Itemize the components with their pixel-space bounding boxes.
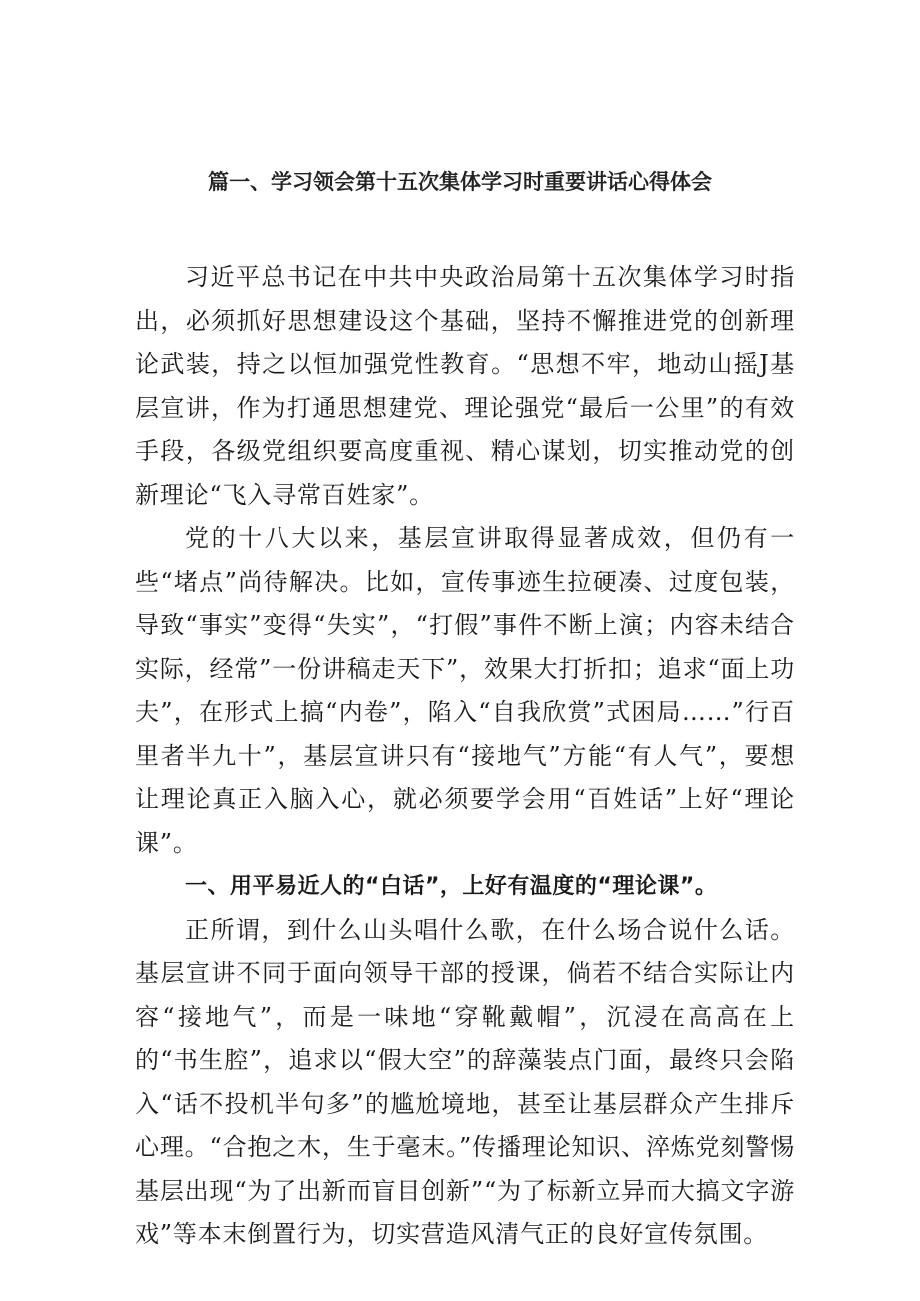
section-1-paragraph: 正所谓，到什么山头唱什么歌，在什么场合说什么话。基层宣讲不同于面向领导干部的授课，倘若不结合实际让内容“接地气”，而是一味地“穿靴戴帽”，沉浸在高高在上的“书生腔”，追求以“假大空”的辞藻装点门面，最终只会陷入“话不投机半句多”的尴尬境地，甚至让基层群众产生排斥心理。“合抱之木，生于毫末。”传播理论知识、淬炼党刻警惕基层出现“为了出新而盲目创新”“为了标新立异而大搞文字游戏”等本末倒置行为，切实营造风清气正的良好宣传氛围。 bbox=[135, 915, 795, 1248]
section-heading-1: 一、用平易近人的“白话”，上好有温度的“理论课”。 bbox=[185, 874, 718, 899]
paragraph-1: 习近平总书记在中共中央政治局第十五次集体学习时指出，必须抓好思想建设这个基础，坚持不懈推进党的创新理论武装，持之以恒加强党性教育。“思想不牢，地动山摇J基层宣讲，作为打通思想建党、理论强党“最后一公里”的有效手段，各级党组织要高度重视、精心谋划，切实推动党的创新理论“飞入寻常百姓家”。 bbox=[135, 263, 795, 509]
document-title: 篇一、学习领会第十五次集体学习时重要讲话心得体会 bbox=[208, 170, 712, 194]
paragraph-2: 党的十八大以来，基层宣讲取得显著成效，但仍有一些“堵点”尚待解决。比如，宣传事迹生拉硬凑、过度包装，导致“事实”变得“失实”，“打假”事件不断上演；内容未结合实际，经常”一份讲稿走天下”，效果大打折扣；追求“面上功夫”，在形式上搞“内卷”，陷入“自我欣赏”式困局……”行百里者半九十”，基层宣讲只有“接地气”方能“有人气”，要想让理论真正入脑入心，就必须要学会用“百姓话”上好“理论课”。 bbox=[135, 524, 795, 857]
document-body bbox=[135, 256, 795, 1257]
